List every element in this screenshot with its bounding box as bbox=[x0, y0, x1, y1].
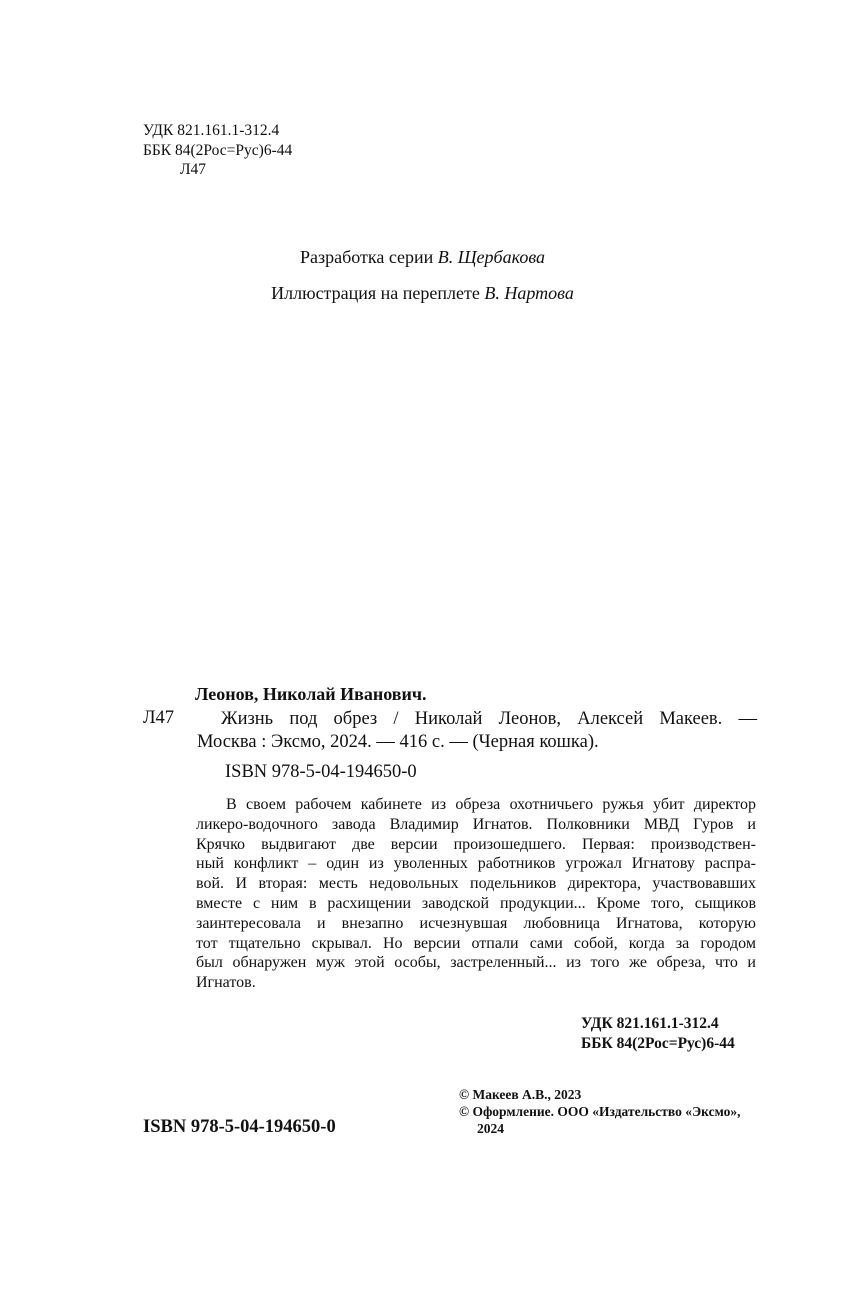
udk-code: УДК 821.161.1-312.4 bbox=[143, 122, 280, 139]
annotation bbox=[196, 795, 756, 993]
title-line: Жизнь под обрез / Николай Леонов, Алексей Макеев. — bbox=[221, 709, 757, 729]
annotation-line: вой. И вторая: месть недовольных подельников директора, участвовавших bbox=[196, 875, 756, 893]
series-credit bbox=[0, 247, 845, 268]
annotation-line: был обнаружен муж этой особы, застреленный... из того же обреза, что и bbox=[196, 954, 756, 972]
annotation-line: тот тщательно скрывал. Но версии отпали сами собой, когда за городом bbox=[196, 934, 756, 952]
annotation-line: ный конфликт – один из уволенных работников угрожал Игнатову распра- bbox=[196, 855, 756, 873]
bbk-code: ББК 84(2Рос=Рус)6-44 bbox=[143, 141, 293, 159]
annotation-line: Крячко выдвигают две версии произошедшего. Первая: производствен- bbox=[196, 835, 756, 853]
series-credit-name: В. Щербакова bbox=[437, 247, 546, 267]
annotation-line: В своем рабочем кабинете из обреза охотничьего ружья убит директор bbox=[226, 796, 756, 813]
catalog-codes-top bbox=[143, 121, 292, 180]
annotation-line: ликеро-водочного завода Владимир Игнатов. Полковники МВД Гуров и bbox=[196, 815, 756, 833]
annotation-line: заинтересовала и внезапно исчезнувшая любовница Игнатова, которую bbox=[196, 914, 756, 932]
illustration-credit-label: Иллюстрация на переплете bbox=[271, 283, 480, 303]
copyright-design: © Оформление. ООО «Издательство «Эксмо», bbox=[459, 1104, 741, 1119]
udk-code-right: УДК 821.161.1-312.4 bbox=[581, 1015, 719, 1032]
bibliographic-description bbox=[197, 708, 757, 754]
author-heading: Леонов, Николай Иванович. bbox=[195, 684, 427, 704]
record-author-mark: Л47 bbox=[143, 708, 175, 728]
series-credit-label: Разработка серии bbox=[299, 247, 434, 267]
catalog-codes-right bbox=[581, 1014, 735, 1053]
copyright-design-year: 2024 bbox=[477, 1121, 504, 1136]
copyright-block bbox=[459, 1086, 740, 1137]
isbn-bottom: ISBN 978-5-04-194650-0 bbox=[143, 1117, 336, 1137]
illustration-credit bbox=[0, 283, 845, 304]
bbk-code-right: ББК 84(2Рос=Рус)6-44 bbox=[581, 1034, 735, 1052]
illustration-credit-name: В. Нартова bbox=[484, 283, 574, 303]
annotation-line: вместе с ним в расхищении заводской продукции... Кроме того, сыщиков bbox=[196, 894, 756, 912]
copyright-author: © Макеев А.В., 2023 bbox=[459, 1087, 582, 1102]
isbn-record: ISBN 978-5-04-194650-0 bbox=[225, 762, 417, 782]
author-mark: Л47 bbox=[180, 161, 207, 178]
imprint-line: Москва : Эксмо, 2024. — 416 с. — (Черная кошка). bbox=[197, 732, 599, 752]
annotation-line: Игнатов. bbox=[196, 974, 256, 992]
